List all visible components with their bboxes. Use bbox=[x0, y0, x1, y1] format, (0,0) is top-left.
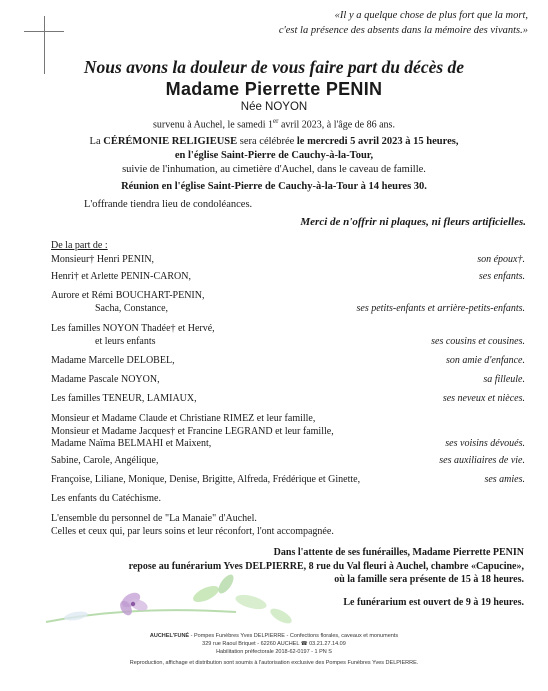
family-name-line: L'ensemble du personnel de "La Manaie" d'Auchel. bbox=[51, 513, 257, 524]
family-name-line: Celles et ceux qui, par leurs soins et leur réconfort, l'ont accompagnée. bbox=[51, 525, 334, 537]
family-names bbox=[51, 493, 381, 506]
de-la-part-label: De la part de : bbox=[51, 240, 108, 251]
epigraph-quote bbox=[198, 8, 528, 38]
family-row bbox=[51, 271, 525, 284]
family-names bbox=[51, 323, 381, 348]
ceremony-block bbox=[0, 135, 548, 177]
funerarium-hours: Le funérarium est ouvert de 9 à 19 heures. bbox=[343, 597, 524, 608]
family-name-line: Monsieur et Madame Claude et Christiane RIMEZ et leur famille, bbox=[51, 413, 316, 424]
family-row bbox=[51, 290, 525, 315]
footer bbox=[0, 632, 548, 667]
cross-horizontal bbox=[24, 31, 64, 32]
footer-line-1-rest: - Pompes Funèbres Yves DELPIERRE - Confections florales, caveaux et monuments bbox=[189, 633, 399, 639]
attente-line-2: repose au funérarium Yves DELPIERRE, 8 rue du Val fleuri à Auchel, chambre «Capucine», bbox=[128, 560, 524, 572]
family-names bbox=[51, 254, 381, 267]
family-row bbox=[51, 374, 525, 387]
family-name-line: Les enfants du Catéchisme. bbox=[51, 493, 161, 504]
family-row bbox=[51, 355, 525, 368]
family-name-line: Monsieur† Henri PENIN, bbox=[51, 254, 155, 265]
family-names bbox=[51, 413, 381, 451]
family-names bbox=[51, 513, 381, 538]
leaf-icon bbox=[63, 610, 88, 622]
ceremony-date: le mercredi 5 avril 2023 à 15 heures, bbox=[296, 136, 459, 147]
ceremony-line-3: suivie de l'inhumation, au cimetière d'Auchel, dans le caveau de famille. bbox=[122, 164, 426, 175]
maiden-name: Née NOYON bbox=[240, 101, 308, 113]
family-name-line: Aurore et Rémi BOUCHART-PENIN, bbox=[51, 290, 205, 301]
death-line-sup: er bbox=[273, 117, 279, 125]
ceremony-text-c: sera célébrée bbox=[237, 136, 297, 147]
family-names bbox=[51, 374, 381, 387]
family-relation: ses enfants. bbox=[478, 271, 525, 282]
family-name-line: Monsieur et Madame Jacques† et Francine LEGRAND et leur famille, bbox=[51, 425, 334, 437]
footer-line-4: Reproduction, affichage et distribution sont soumis à l'autorisation exclusive des Pompes Funèbres Yves DELPIERRE. bbox=[129, 660, 419, 666]
attente-line-1: Dans l'attente de ses funérailles, Madame Pierrette PENIN bbox=[273, 547, 524, 558]
family-relation: son époux†. bbox=[477, 254, 525, 265]
quote-line-1: «Il y a quelque chose de plus fort que la mort, bbox=[334, 10, 528, 21]
ceremony-text-a: La bbox=[89, 136, 104, 147]
family-names bbox=[51, 290, 381, 315]
family-relation: sa filleule. bbox=[483, 374, 525, 385]
family-name-line: Françoise, Liliane, Monique, Denise, Brigitte, Alfreda, Frédérique et Ginette, bbox=[51, 474, 361, 485]
merci-line: Merci de n'offrir ni plaques, ni fleurs artificielles. bbox=[300, 216, 526, 228]
attente-line-3: où la famille sera présente de 15 à 18 heures. bbox=[334, 574, 524, 585]
family-relation: ses petits-enfants et arrière-petits-enfants. bbox=[356, 302, 525, 314]
family-row bbox=[51, 254, 525, 267]
headline: Nous avons la douleur de vous faire part du décès de bbox=[83, 57, 465, 77]
family-name-line: Sabine, Carole, Angélique, bbox=[51, 455, 159, 466]
family-relation: ses neveux et nièces. bbox=[442, 393, 525, 404]
footer-brand: AUCHEL'FUNÉ bbox=[149, 633, 190, 639]
offrande-line: L'offrande tiendra lieu de condoléances. bbox=[84, 199, 253, 210]
family-row bbox=[51, 474, 525, 487]
footer-line-2: 329 rue Raoul Briquet - 62260 AUCHEL ☎ 03.21.27.14.09 bbox=[202, 641, 346, 647]
family-row bbox=[51, 413, 525, 451]
family-row bbox=[51, 393, 525, 406]
family-name-line: Sacha, Constance, bbox=[95, 302, 169, 314]
family-name-line: Les familles TENEUR, LAMIAUX, bbox=[51, 393, 197, 404]
family-relation: ses voisins dévoués. bbox=[445, 438, 525, 449]
family-row bbox=[51, 493, 525, 506]
death-line bbox=[0, 117, 548, 130]
family-relation: ses amies. bbox=[484, 474, 525, 485]
family-names bbox=[51, 355, 381, 368]
family-names bbox=[51, 393, 381, 406]
family-name-line: Madame Marcelle DELOBEL, bbox=[51, 355, 175, 366]
ceremony-line-1 bbox=[0, 135, 548, 149]
deceased-name: Madame Pierrette PENIN bbox=[165, 79, 383, 99]
family-name-line: Madame Pascale NOYON, bbox=[51, 374, 160, 385]
ceremony-line-2: en l'église Saint-Pierre de Cauchy-à-la-Tour, bbox=[174, 150, 374, 161]
reunion-line: Réunion en l'église Saint-Pierre de Cauchy-à-la-Tour à 14 heures 30. bbox=[121, 181, 427, 192]
family-name-line: Les familles NOYON Thadée† et Hervé, bbox=[51, 323, 215, 334]
family-name-line: et leurs enfants bbox=[95, 335, 156, 347]
family-names bbox=[51, 474, 381, 487]
family-relation: ses auxiliaires de vie. bbox=[439, 455, 525, 466]
family-relation: son amie d'enfance. bbox=[445, 355, 525, 366]
family-name-line: Henri† et Arlette PENIN-CARON, bbox=[51, 271, 191, 282]
family-row bbox=[51, 455, 525, 468]
death-line-post: avril 2023, à l'âge de 86 ans. bbox=[278, 119, 395, 131]
footer-line-3: Habilitation préfectorale 2018-62-0197 - 1 PN S bbox=[216, 649, 332, 655]
family-name-line: Madame Naïma BELMAHI et Maixent, bbox=[51, 438, 212, 449]
ceremony-type: CÉRÉMONIE RELIGIEUSE bbox=[103, 136, 238, 147]
family-row bbox=[51, 513, 525, 538]
family-names bbox=[51, 271, 381, 284]
attente-block bbox=[104, 546, 524, 587]
family-row bbox=[51, 323, 525, 348]
family-relation: ses cousins et cousines. bbox=[431, 335, 525, 347]
death-line-pre: survenu à Auchel, le samedi 1 bbox=[153, 119, 273, 131]
quote-line-2: c'est la présence des absents dans la mémoire des vivants.» bbox=[278, 25, 528, 36]
footer-line-1 bbox=[0, 632, 548, 640]
family-names bbox=[51, 455, 381, 468]
